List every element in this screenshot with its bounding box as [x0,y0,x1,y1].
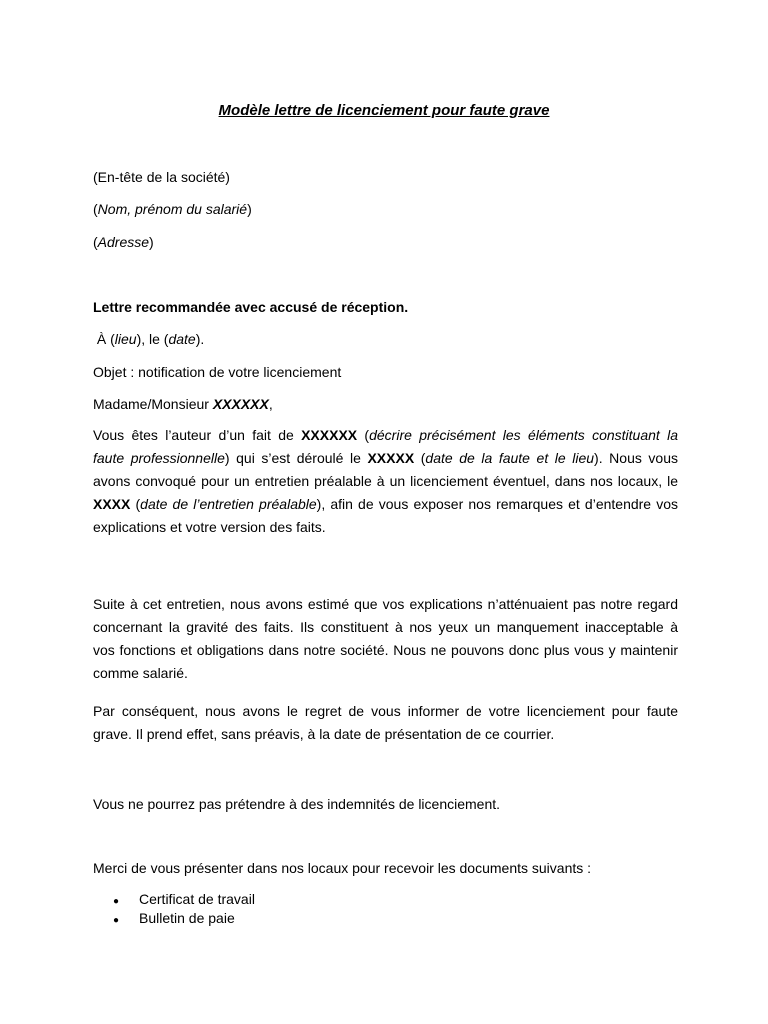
page-title: Modèle lettre de licenciement pour faute grave [218,102,550,119]
paragraph-line [93,424,678,447]
text-run: ( [357,427,370,443]
list-item [113,891,255,910]
employee-name-line [93,200,252,218]
paragraph-line: explications et votre version des faits. [93,519,326,535]
paragraph-line: comme salarié. [93,665,188,681]
text-run: ( [130,496,141,512]
instruction-text: date de l’entretien préalable [140,496,317,512]
paragraph-line: grave. Il prend effet, sans préavis, à la date de présentation de ce courrier. [93,726,555,742]
salutation-suffix: , [268,396,273,412]
place-placeholder: lieu [114,331,137,347]
place-date-line [93,330,204,348]
text-run: Vous êtes l’auteur d’un fait de [93,427,302,443]
date-placeholder: XXXXX [367,450,415,466]
instruction-text: faute professionnelle [93,450,225,466]
bullet-icon: ● [113,896,120,907]
salutation-prefix: Madame/Monsieur [93,396,213,412]
paragraph-line: vos fonctions et obligations dans notre société. Nous ne pouvons donc plus vous y maintenir [93,642,678,658]
paragraph-facts [93,424,678,539]
paren-close: ) [149,234,154,250]
document-name: Bulletin de paie [139,910,235,926]
instruction-text: date de la faute et le lieu [425,450,595,466]
fact-placeholder: XXXXXX [301,427,358,443]
place-date-mid: ), le ( [136,331,169,347]
paragraph-line: avons convoqué pour un entretien préalable à un licenciement éventuel, dans nos locaux, le [93,473,678,489]
paragraph-line [93,447,678,470]
paragraph-line: Par conséquent, nous avons le regret de vous informer de votre licenciement pour faute [93,703,678,719]
paren-open: ( [93,201,98,217]
instruction-text: décrire précisément les éléments constituant la [369,427,679,443]
registered-letter-line: Lettre recommandée avec accusé de réception. [93,299,409,315]
paragraph-assessment [93,593,678,685]
document-name: Certificat de travail [139,891,255,907]
salutation-line [93,395,273,413]
list-item [113,910,255,929]
paragraph-line: Suite à cet entretien, nous avons estimé que vos explications n’atténuaient pas notre regard [93,596,678,612]
date-placeholder: date [168,331,196,347]
paragraph-line [93,493,678,516]
employee-name-placeholder: Nom, prénom du salarié [97,201,248,217]
bullet-icon: ● [113,915,120,926]
paren-close: ) [247,201,252,217]
address-placeholder: Adresse [97,234,150,250]
text-run: ). Nous vous [594,450,678,466]
recipient-placeholder: XXXXXX [212,396,269,412]
address-line [93,233,154,251]
subject-line: Objet : notification de votre licenciement [93,364,342,380]
text-run: ( [414,450,426,466]
interview-date-placeholder: XXXX [93,496,131,512]
place-date-suffix: ). [195,331,205,347]
company-header-line: (En-tête de la société) [93,169,230,185]
documents-list [113,891,255,929]
place-date-prefix: À ( [93,331,115,347]
text-run: ) qui s’est déroulé le [224,450,368,466]
paren-open: ( [93,234,98,250]
paragraph-dismissal [93,700,678,746]
text-run: ), afin de vous exposer nos remarques et d’entendre vos [316,496,679,512]
documents-intro-line: Merci de vous présenter dans nos locaux pour recevoir les documents suivants : [93,860,592,876]
no-indemnity-line: Vous ne pourrez pas prétendre à des indemnités de licenciement. [93,796,501,812]
paragraph-line: concernant la gravité des faits. Ils constituent à nos yeux un manquement inacceptable à [93,619,678,635]
